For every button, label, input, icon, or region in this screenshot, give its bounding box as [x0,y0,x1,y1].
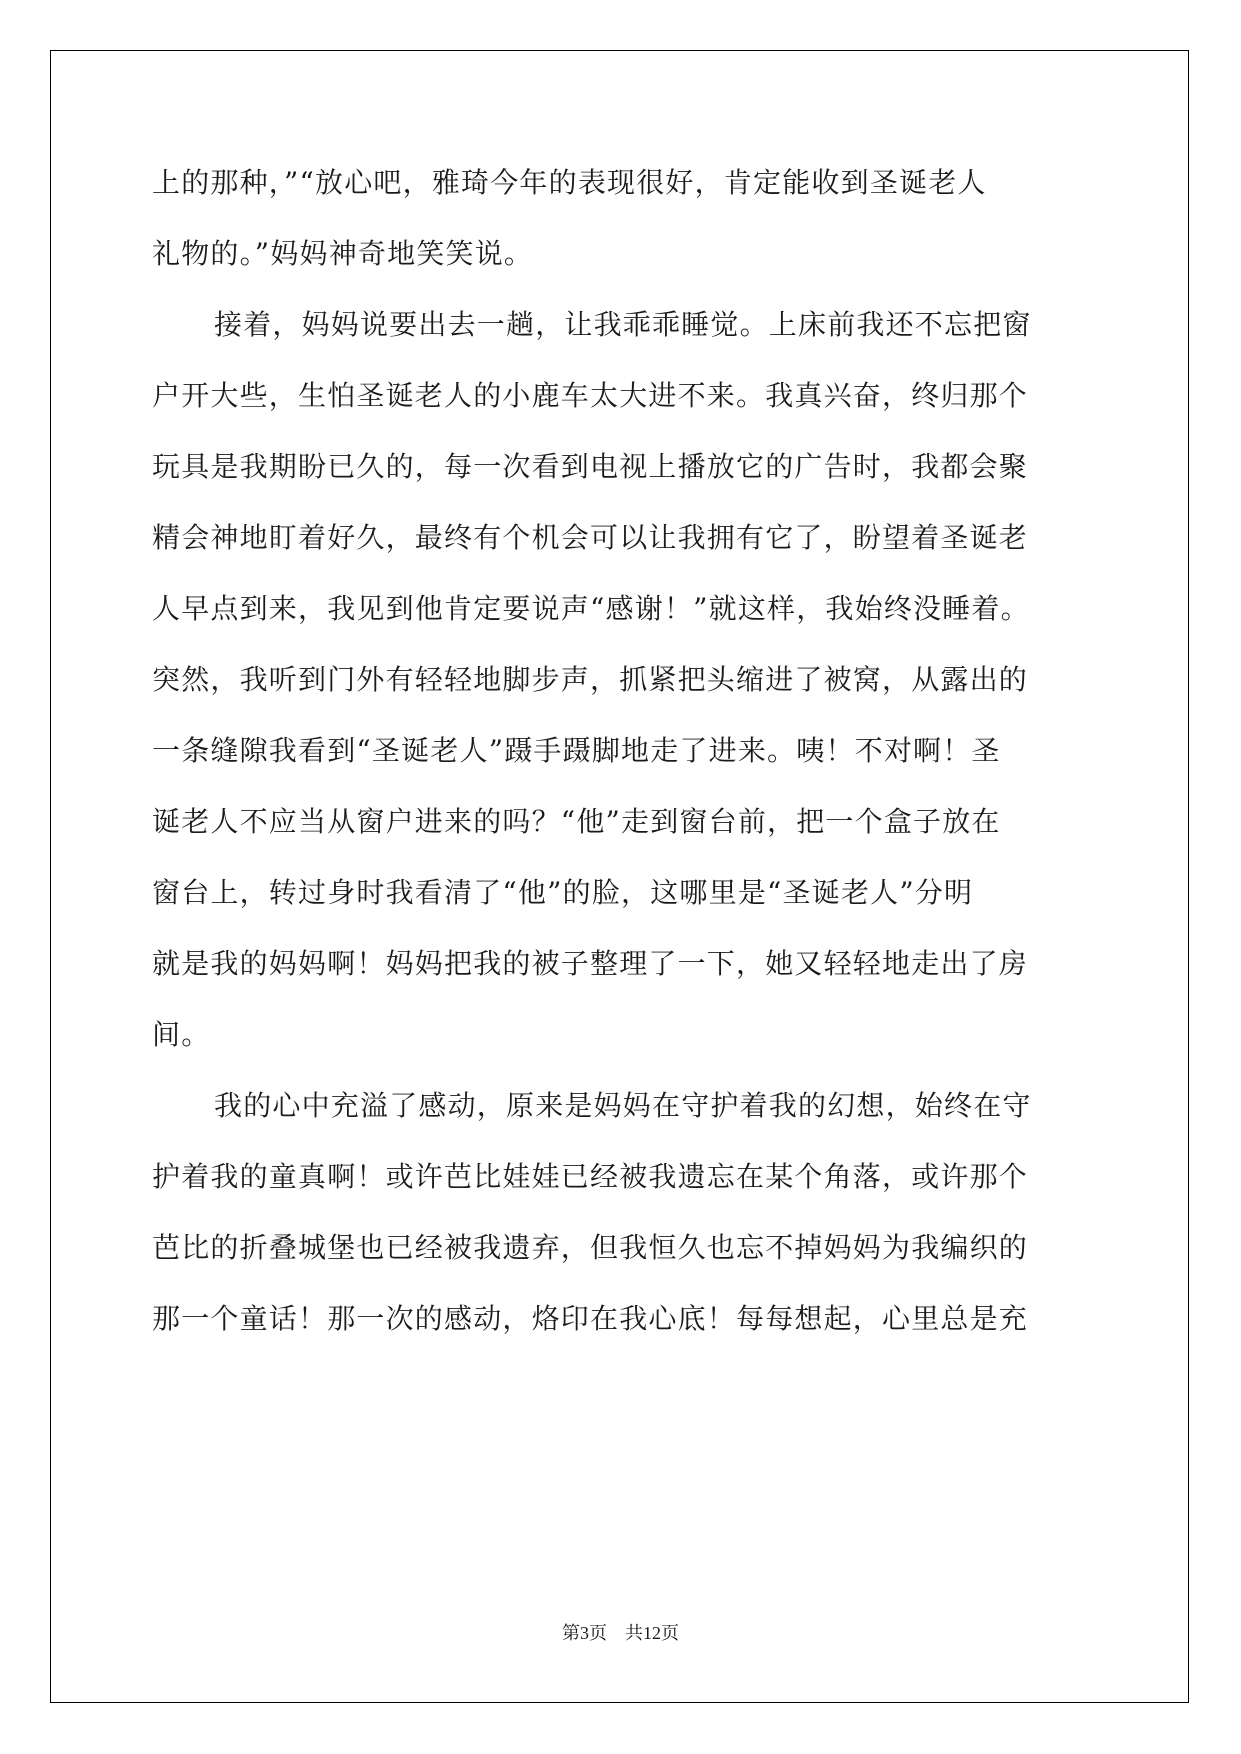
text-line: 护着我的童真啊！或许芭比娃娃已经被我遗忘在某个角落，或许那个 [152,1160,1029,1193]
page-number-footer: 第3页 共12页 [562,1623,679,1643]
text-line: 一条缝隙我看到“圣诞老人”蹑手蹑脚地走了进来。咦！不对啊！圣 [152,734,1001,767]
text-line: 窗台上，转过身时我看清了“他”的脸，这哪里是“圣诞老人”分明 [152,876,974,909]
text-line: 间。 [152,1018,211,1051]
text-line: 芭比的折叠城堡也已经被我遗弃，但我恒久也忘不掉妈妈为我编织的 [152,1231,1029,1264]
text-line: 精会神地盯着好久，最终有个机会可以让我拥有它了，盼望着圣诞老 [152,521,1029,554]
text-line: 那一个童话！那一次的感动，烙印在我心底！每每想起，心里总是充 [152,1302,1029,1335]
text-line: 礼物的。”妈妈神奇地笑笑说。 [152,237,534,270]
text-line: 诞老人不应当从窗户进来的吗？“他”走到窗台前，把一个盒子放在 [152,805,1001,838]
text-line: 就是我的妈妈啊！妈妈把我的被子整理了一下，她又轻轻地走出了房 [152,947,1029,980]
paragraph-first-line: 接着，妈妈说要出去一趟，让我乖乖睡觉。上床前我还不忘把窗 [214,308,1032,341]
text-line: 上的那种，”“放心吧，雅琦今年的表现很好，肯定能收到圣诞老人 [152,166,987,199]
text-line: 突然，我听到门外有轻轻地脚步声，抓紧把头缩进了被窝，从露出的 [152,663,1029,696]
paragraph-first-line: 我的心中充溢了感动，原来是妈妈在守护着我的幻想，始终在守 [214,1089,1032,1122]
text-line: 户开大些，生怕圣诞老人的小鹿车太大进不来。我真兴奋，终归那个 [152,379,1029,412]
text-line: 玩具是我期盼已久的，每一次看到电视上播放它的广告时，我都会聚 [152,450,1029,483]
text-line: 人早点到来，我见到他肯定要说声“感谢！”就这样，我始终没睡着。 [152,592,1030,625]
